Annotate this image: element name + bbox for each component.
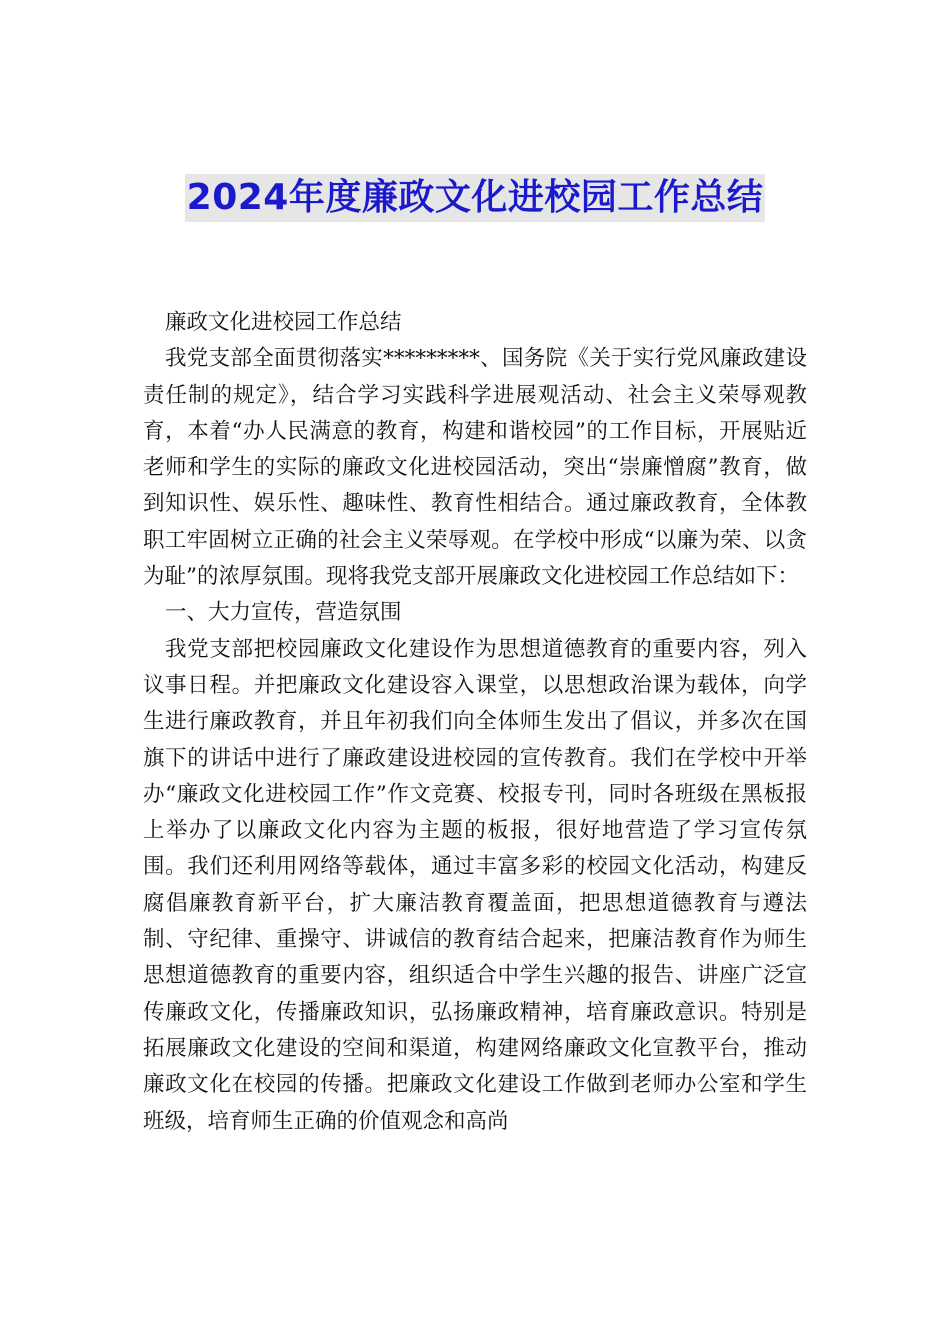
body-paragraph: 我党支部把校园廉政文化建设作为思想道德教育的重要内容，列入议事日程。并把廉政文化建设容入课堂，以思想政治课为载体，向学生进行廉政教育，并且年初我们向全体师生发出了倡议，并多次在国旗下的讲话中进行了廉政建设进校园的宣传教育。我们在学校中开举办“廉政文化进校园工作”作文竞赛、校报专刊，同时各班级在黑板报上举办了以廉政文化内容为主题的板报，很好地营造了学习宣传氛围。我们还利用网络等载体，通过丰富多彩的校园文化活动，构建反腐倡廉教育新平台，扩大廉洁教育覆盖面，把思想道德教育与遵法制、守纪律、重操守、讲诚信的教育结合起来，把廉洁教育作为师生思想道德教育的重要内容，组织适合中学生兴趣的报告、讲座广泛宣传廉政文化，传播廉政知识，弘扬廉政精神，培育廉政意识。特别是拓展廉政文化建设的空间和渠道，构建网络廉政文化宣教平台，推动廉政文化在校园的传播。把廉政文化建设工作做到老师办公室和学生班级，培育师生正确的价值观念和高尚 [143, 636, 807, 1134]
section-heading: 一、大力宣传，营造氛围 [165, 600, 402, 626]
intro-paragraph: 我党支部全面贯彻落实*********、国务院《关于实行党风廉政建设责任制的规定》，结合学习实践科学进展观活动、社会主义荣辱观教育，本着“办人民满意的教育，构建和谐校园”的工作目标，开展贴近老师和学生的实际的廉政文化进校园活动，突出“崇廉憎腐”教育，做到知识性、娱乐性、趣味性、教育性相结合。通过廉政教育，全体教职工牢固树立正确的社会主义荣辱观。在学校中形成“以廉为荣、以贪为耻”的浓厚氛围。现将我党支部开展廉政文化进校园工作总结如下： [143, 346, 807, 590]
title-container [0, 174, 950, 222]
document-title: 2024年度廉政文化进校园工作总结 [185, 174, 766, 222]
subtitle-paragraph: 廉政文化进校园工作总结 [165, 310, 402, 335]
document-body [143, 305, 807, 1140]
